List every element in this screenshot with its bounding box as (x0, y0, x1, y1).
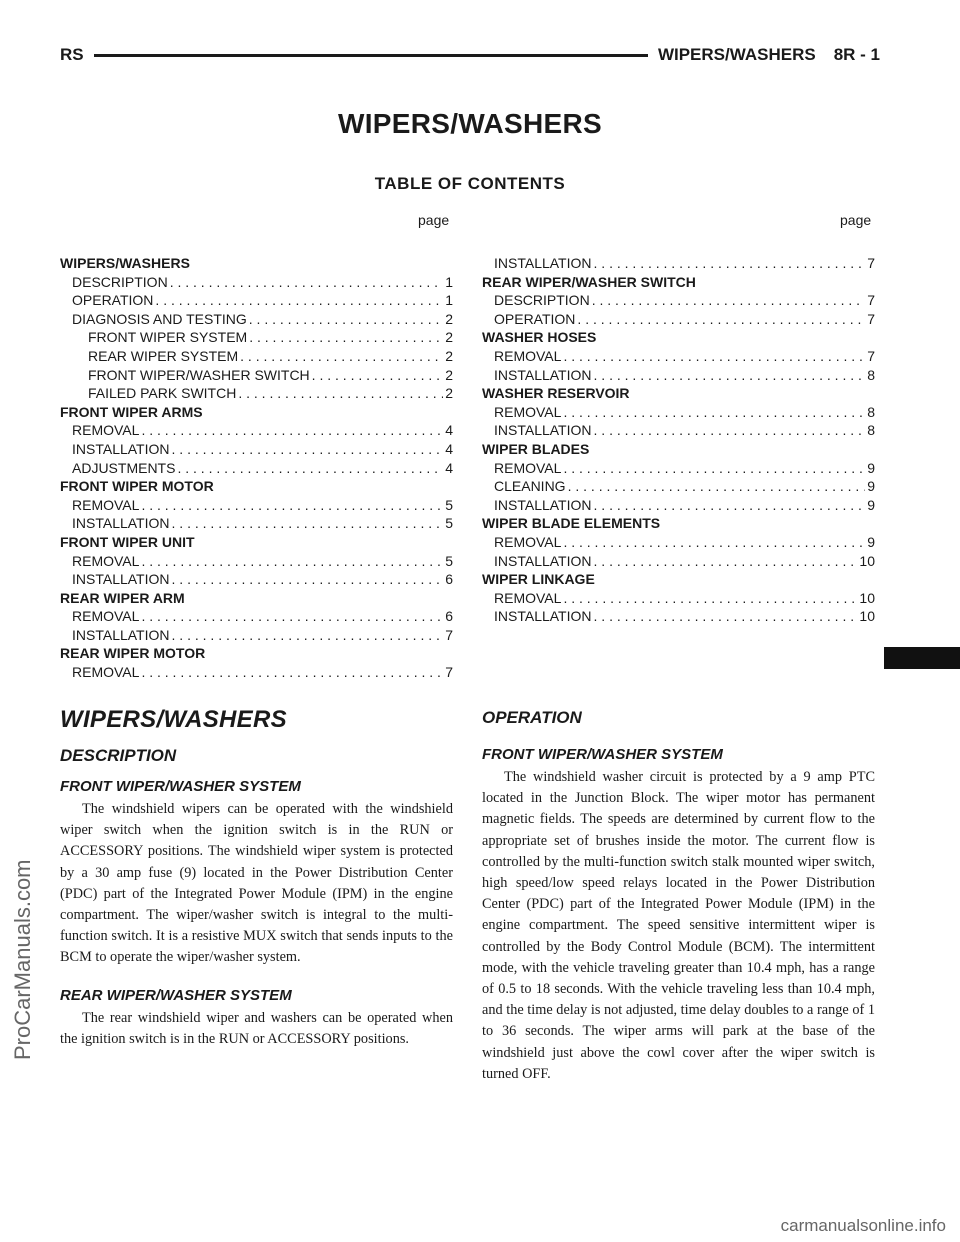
toc-entry-label: FRONT WIPER/WASHER SWITCH (88, 366, 310, 383)
toc-entry-page: 9 (867, 459, 875, 476)
toc-entry-page: 4 (445, 440, 453, 457)
toc-entry (482, 496, 875, 515)
toc-leader-dots (238, 384, 443, 403)
toc-section-heading (482, 440, 875, 459)
toc-entry (482, 347, 875, 366)
toc-leader-dots (172, 440, 444, 459)
toc-entry-label: FRONT WIPER ARMS (60, 403, 203, 420)
toc-entry-page: 6 (445, 608, 453, 625)
header-page-number: 8R - 1 (833, 45, 880, 64)
toc-entry (60, 347, 453, 366)
toc-leader-dots (141, 496, 443, 515)
toc-leader-dots (577, 310, 865, 329)
toc-page-label-left: page (418, 212, 450, 228)
page-header (60, 40, 880, 70)
toc-section-heading (482, 273, 875, 292)
side-watermark: ProCarManuals.com (10, 859, 35, 1060)
toc-leader-dots (249, 328, 443, 347)
toc-entry (60, 459, 453, 478)
toc-entry-page: 5 (445, 496, 453, 513)
toc-entry-label: ADJUSTMENTS (72, 459, 176, 476)
toc-entry (482, 533, 875, 552)
toc-entry (60, 328, 453, 347)
toc-entry-label: REMOVAL (72, 608, 140, 625)
toc-entry-label: REMOVAL (72, 664, 140, 681)
toc-section-heading (60, 477, 453, 496)
toc-entry-label: FAILED PARK SWITCH (88, 385, 237, 402)
toc-leader-dots (141, 421, 443, 440)
toc-leader-dots (312, 366, 444, 385)
toc-entry-label: WIPERS/WASHERS (60, 255, 190, 271)
toc-section-heading (60, 533, 453, 552)
toc-entry-label: WIPER LINKAGE (482, 571, 595, 588)
toc-entry (60, 626, 453, 645)
toc-entry-page: 6 (445, 571, 453, 588)
toc-entry-label: REAR WIPER SYSTEM (88, 347, 239, 364)
toc-entry-page: 9 (867, 478, 875, 495)
document-title: WIPERS/WASHERS (337, 108, 602, 139)
toc-entry-label: WIPER BLADES (482, 440, 590, 457)
toc-entry (60, 514, 453, 533)
toc-entry-page: 2 (445, 366, 453, 383)
toc-entry-page: 9 (867, 533, 875, 550)
toc-entry-label: DESCRIPTION (72, 273, 168, 290)
toc-entry (60, 421, 453, 440)
header-section-title: WIPERS/WASHERS (657, 45, 816, 64)
toc-leader-dots (563, 459, 865, 478)
toc-entry-page: 1 (445, 292, 453, 309)
toc-leader-dots (172, 626, 444, 645)
toc-entry-label: INSTALLATION (494, 496, 592, 513)
toc-section-heading (60, 644, 453, 663)
toc-entry-label: INSTALLATION (72, 626, 170, 643)
toc-entry-page: 2 (445, 347, 453, 364)
toc-entry-label: REMOVAL (494, 533, 562, 550)
toc-leader-dots (240, 347, 443, 366)
toc-entry-label: REMOVAL (72, 422, 140, 439)
toc-entry-page: 1 (445, 273, 453, 290)
toc-leader-dots (141, 607, 443, 626)
toc-entry (482, 310, 875, 329)
toc-leader-dots (592, 291, 866, 310)
toc-leader-dots (563, 533, 865, 552)
toc-section-heading (482, 514, 875, 533)
bottom-watermark: carmanualsonline.info (780, 1216, 946, 1235)
operation-front-text: The windshield washer circuit is protected by a 9 amp PTC located in the Junction Block. The wiper motor has permanent magnetic fields. The speeds are determined by current flow to the appropriate set of brushes inside the motor. The current flow is controlled by the multi-function switch stalk mounted wiper switch, high speed/low speed relays located in the Power Distribution Center (PDC) part of the Integrated Power Module (IPM) in the engine compartment. The speed sensitive intermittent wiper is controlled by the Body Control Module (BCM). The intermittent mode, with the vehicle traveling greater than 10.4 mph, has a range of 0.5 to 18 seconds. With the vehicle traveling less than 10.4 mph, and the time delay is not adjusted, time delay doubles to a range of 1 to 36 seconds. The wiper arms will park at the base of the windshield just above the cowl cover after the wiper switch is turned OFF. (482, 769, 875, 1082)
toc-entry-page: 4 (445, 459, 453, 476)
header-model-code: RS (60, 45, 84, 64)
section-tab-marker (884, 647, 960, 669)
toc-entry (60, 552, 453, 571)
toc-entry-label: INSTALLATION (72, 571, 170, 588)
toc-entry-page: 7 (445, 626, 453, 643)
toc-entry-page: 2 (445, 385, 453, 402)
toc-section-heading (482, 570, 875, 589)
toc-entry-page: 8 (867, 366, 875, 383)
toc-entry-label: CLEANING (494, 478, 566, 495)
toc-section-heading (60, 254, 453, 273)
toc-leader-dots (170, 273, 444, 292)
main-heading: WIPERS/WASHERS (60, 706, 287, 733)
toc-section-heading (482, 328, 875, 347)
toc-entry-page: 10 (859, 608, 875, 625)
toc-entry-label: DIAGNOSIS AND TESTING (72, 310, 247, 327)
toc-entry-label: FRONT WIPER MOTOR (60, 478, 214, 495)
toc-section-heading (60, 589, 453, 608)
toc-leader-dots (594, 421, 866, 440)
toc-entry-label: INSTALLATION (494, 366, 592, 383)
toc-entry (60, 607, 453, 626)
toc-entry-label: REMOVAL (494, 589, 562, 606)
toc-entry-label: INSTALLATION (72, 440, 170, 457)
toc-section-heading (482, 384, 875, 403)
toc-entry-label: INSTALLATION (494, 608, 592, 625)
toc-entry (60, 273, 453, 292)
toc-entry (60, 291, 453, 310)
toc-entry-label: REAR WIPER ARM (60, 589, 185, 606)
toc-right-column (482, 254, 875, 626)
toc-leader-dots (155, 291, 443, 310)
toc-left-column (60, 254, 453, 682)
toc-entry (60, 570, 453, 589)
toc-entry-label: WIPER BLADE ELEMENTS (482, 515, 661, 532)
description-front-heading: FRONT WIPER/WASHER SYSTEM (60, 778, 301, 795)
toc-entry-label: WASHER RESERVOIR (482, 385, 630, 402)
toc-entry-page: 7 (867, 292, 875, 309)
toc-leader-dots (177, 459, 443, 478)
toc-entry-page: 5 (445, 552, 453, 569)
description-front-text: The windshield wipers can be operated with the windshield wiper switch when the ignition switch is in the RUN or ACCESSORY positions. The windshield wiper system is protected by a 30 amp fuse (9) located in the Power Distribution Center (PDC) part of the Integrated Power Module (IPM) in the engine compartment. The wiper/washer switch is integral to the multi-function switch. It is a resistive MUX switch that sends inputs to the BCM to operate the wiper/washer system. (60, 801, 453, 966)
toc-entry-page: 9 (867, 496, 875, 513)
toc-entry (482, 254, 875, 273)
toc-entry-label: INSTALLATION (494, 422, 592, 439)
toc-entry (482, 607, 875, 626)
toc-entry-page: 2 (445, 329, 453, 346)
toc-leader-dots (594, 496, 866, 515)
toc-entry-label: REMOVAL (494, 347, 562, 364)
toc-leader-dots (249, 310, 443, 329)
body-right-column (482, 700, 875, 1097)
toc-leader-dots (594, 366, 866, 385)
toc-entry-label: INSTALLATION (494, 255, 592, 271)
toc-leader-dots (594, 254, 866, 273)
toc-entry-label: REMOVAL (72, 552, 140, 569)
toc-leader-dots (172, 514, 444, 533)
toc-entry-page: 8 (867, 403, 875, 420)
toc-entry-page: 7 (867, 347, 875, 364)
toc-entry (482, 459, 875, 478)
toc-leader-dots (594, 607, 858, 626)
toc-entry-label: REMOVAL (494, 403, 562, 420)
toc-entry (482, 552, 875, 571)
toc-entry (482, 291, 875, 310)
toc-entry-page: 5 (445, 515, 453, 532)
toc-entry-label: REMOVAL (72, 496, 140, 513)
toc-entry (60, 440, 453, 459)
toc-entry (482, 589, 875, 608)
toc-entry-label: OPERATION (494, 310, 576, 327)
toc-entry-page: 4 (445, 422, 453, 439)
toc-entry-page: 8 (867, 422, 875, 439)
description-rear-text: The rear windshield wiper and washers can be operated when the ignition switch is in the RUN or ACCESSORY positions. (60, 1009, 453, 1047)
toc-entry-label: WASHER HOSES (482, 329, 597, 346)
toc-entry-label: FRONT WIPER UNIT (60, 533, 195, 550)
header-right (658, 45, 880, 65)
body-left-column (60, 700, 453, 1062)
toc-entry (60, 663, 453, 682)
toc-page-label-right: page (840, 212, 872, 228)
toc-title: TABLE OF CONTENTS (374, 174, 566, 193)
toc-leader-dots (594, 552, 858, 571)
toc-entry-label: REMOVAL (494, 459, 562, 476)
toc-entry (482, 421, 875, 440)
toc-entry-page: 10 (859, 589, 875, 606)
toc-leader-dots (568, 477, 866, 496)
toc-entry (482, 366, 875, 385)
toc-entry (482, 477, 875, 496)
toc-section-heading (60, 403, 453, 422)
toc-entry (60, 384, 453, 403)
toc-entry (482, 403, 875, 422)
toc-entry-page: 7 (445, 664, 453, 681)
toc-entry (60, 366, 453, 385)
toc-leader-dots (141, 663, 443, 682)
toc-entry-label: REAR WIPER/WASHER SWITCH (482, 273, 696, 290)
description-rear-heading: REAR WIPER/WASHER SYSTEM (60, 986, 292, 1004)
operation-heading: OPERATION (482, 708, 582, 727)
toc-entry-page: 7 (867, 255, 875, 271)
toc-entry-page: 7 (867, 310, 875, 327)
toc-entry-page: 2 (445, 310, 453, 327)
toc-entry-label: INSTALLATION (72, 515, 170, 532)
header-rule (94, 54, 648, 57)
toc-leader-dots (563, 589, 857, 608)
toc-entry (60, 310, 453, 329)
toc-leader-dots (141, 552, 443, 571)
toc-entry-label: REAR WIPER MOTOR (60, 645, 206, 662)
toc-entry-label: INSTALLATION (494, 552, 592, 569)
toc-entry-page: 10 (859, 552, 875, 569)
toc-entry-label: DESCRIPTION (494, 292, 590, 309)
toc-leader-dots (563, 403, 865, 422)
toc-entry-label: OPERATION (72, 292, 154, 309)
description-heading: DESCRIPTION (60, 746, 177, 765)
toc-entry-label: FRONT WIPER SYSTEM (88, 329, 248, 346)
toc-entry (60, 496, 453, 515)
toc-leader-dots (172, 570, 444, 589)
operation-front-heading: FRONT WIPER/WASHER SYSTEM (482, 746, 723, 763)
toc-leader-dots (563, 347, 865, 366)
